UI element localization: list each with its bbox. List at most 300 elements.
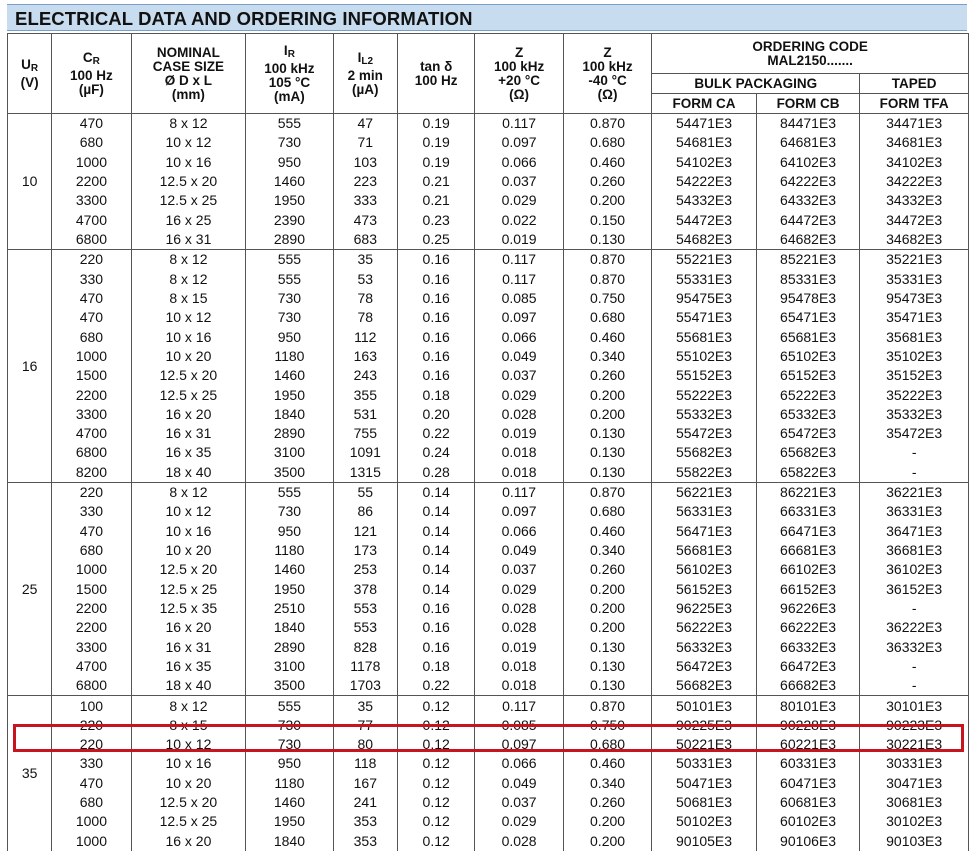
form-cb-code-cell: 86221E3 [756,482,860,502]
table-row [8,327,969,346]
leakage-current-cell: 163 [333,347,397,366]
leakage-current-cell: 112 [333,327,397,346]
ripple-current-cell: 1950 [246,580,333,599]
capacitance-cell: 470 [52,522,131,541]
impedance-minus40c-cell: 0.870 [563,270,651,289]
form-tfa-code-cell: - [860,657,969,676]
table-row [8,191,969,210]
impedance-20c-cell: 0.097 [475,308,563,327]
table-row [8,657,969,676]
ripple-current-cell: 1180 [246,347,333,366]
table-row [8,812,969,831]
impedance-minus40c-cell: 0.260 [563,793,651,812]
ripple-current-cell: 950 [246,153,333,172]
form-ca-code-cell: 56222E3 [652,618,757,637]
capacitance-cell: 680 [52,133,131,152]
form-tfa-code-cell: 34222E3 [860,172,969,191]
impedance-minus40c-cell: 0.340 [563,774,651,793]
tan-delta-cell: 0.28 [397,463,474,483]
capacitance-cell: 470 [52,114,131,134]
table-row [8,716,969,735]
leakage-current-cell: 828 [333,637,397,656]
tan-delta-cell: 0.12 [397,735,474,754]
tan-delta-cell: 0.21 [397,191,474,210]
capacitance-cell: 1000 [52,832,131,851]
case-size-cell: 16 x 31 [131,637,246,656]
impedance-20c-cell: 0.029 [475,812,563,831]
form-cb-code-cell: 65682E3 [756,443,860,462]
form-tfa-code-cell: 35471E3 [860,308,969,327]
form-cb-code-cell: 66472E3 [756,657,860,676]
case-size-cell: 12.5 x 20 [131,793,246,812]
table-row [8,153,969,172]
leakage-current-cell: 53 [333,270,397,289]
form-ca-code-cell: 55471E3 [652,308,757,327]
case-size-cell: 12.5 x 35 [131,599,246,618]
impedance-minus40c-cell: 0.200 [563,191,651,210]
impedance-minus40c-cell: 0.200 [563,599,651,618]
form-tfa-code-cell: - [860,443,969,462]
ripple-current-cell: 730 [246,502,333,521]
form-ca-code-cell: 50101E3 [652,696,757,716]
leakage-current-cell: 86 [333,502,397,521]
capacitance-cell: 330 [52,754,131,773]
table-row [8,308,969,327]
case-size-cell: 10 x 12 [131,133,246,152]
leakage-current-cell: 1315 [333,463,397,483]
form-ca-code-cell: 56331E3 [652,502,757,521]
tan-delta-cell: 0.14 [397,522,474,541]
form-tfa-code-cell: 90103E3 [860,832,969,851]
case-size-cell: 8 x 15 [131,289,246,308]
leakage-current-cell: 243 [333,366,397,385]
tan-delta-cell: 0.16 [397,308,474,327]
form-ca-code-cell: 55681E3 [652,327,757,346]
tan-delta-cell: 0.16 [397,618,474,637]
form-cb-code-cell: 64681E3 [756,133,860,152]
table-row [8,754,969,773]
header-impedance-20c: Z 100 kHz +20 °C (Ω) [475,34,563,114]
table-row [8,696,969,716]
form-cb-code-cell: 66222E3 [756,618,860,637]
form-cb-code-cell: 64682E3 [756,230,860,250]
impedance-20c-cell: 0.097 [475,735,563,754]
tan-delta-cell: 0.22 [397,676,474,696]
form-ca-code-cell: 54682E3 [652,230,757,250]
electrical-data-table [7,33,969,851]
case-size-cell: 16 x 20 [131,832,246,851]
case-size-cell: 16 x 25 [131,211,246,230]
form-ca-code-cell: 55152E3 [652,366,757,385]
form-cb-code-cell: 65222E3 [756,385,860,404]
capacitance-cell: 1500 [52,366,131,385]
form-ca-code-cell: 50471E3 [652,774,757,793]
case-size-cell: 10 x 20 [131,347,246,366]
capacitance-cell: 1000 [52,153,131,172]
case-size-cell: 10 x 12 [131,502,246,521]
impedance-minus40c-cell: 0.130 [563,676,651,696]
table-row [8,599,969,618]
form-tfa-code-cell: 34472E3 [860,211,969,230]
form-cb-code-cell: 64332E3 [756,191,860,210]
leakage-current-cell: 241 [333,793,397,812]
form-ca-code-cell: 54472E3 [652,211,757,230]
capacitance-cell: 330 [52,270,131,289]
capacitance-cell: 1000 [52,347,131,366]
ripple-current-cell: 730 [246,308,333,327]
ripple-current-cell: 1950 [246,812,333,831]
impedance-20c-cell: 0.037 [475,793,563,812]
leakage-current-cell: 355 [333,385,397,404]
form-tfa-code-cell: 95473E3 [860,289,969,308]
impedance-20c-cell: 0.018 [475,676,563,696]
leakage-current-cell: 1703 [333,676,397,696]
ripple-current-cell: 2890 [246,230,333,250]
form-tfa-code-cell: 35331E3 [860,270,969,289]
form-cb-code-cell: 60221E3 [756,735,860,754]
table-row [8,637,969,656]
table-row [8,133,969,152]
capacitance-cell: 2200 [52,618,131,637]
table-row [8,385,969,404]
case-size-cell: 8 x 15 [131,716,246,735]
form-ca-code-cell: 90105E3 [652,832,757,851]
ripple-current-cell: 555 [246,482,333,502]
leakage-current-cell: 173 [333,541,397,560]
impedance-20c-cell: 0.049 [475,541,563,560]
table-row [8,347,969,366]
case-size-cell: 8 x 12 [131,114,246,134]
form-cb-code-cell: 64472E3 [756,211,860,230]
table-row [8,463,969,483]
ripple-current-cell: 1840 [246,832,333,851]
ripple-current-cell: 1950 [246,385,333,404]
impedance-minus40c-cell: 0.150 [563,211,651,230]
impedance-20c-cell: 0.049 [475,347,563,366]
case-size-cell: 18 x 40 [131,676,246,696]
form-cb-code-cell: 64102E3 [756,153,860,172]
tan-delta-cell: 0.25 [397,230,474,250]
form-tfa-code-cell: 35332E3 [860,405,969,424]
case-size-cell: 10 x 16 [131,327,246,346]
impedance-20c-cell: 0.019 [475,230,563,250]
leakage-current-cell: 121 [333,522,397,541]
table-row [8,482,969,502]
impedance-20c-cell: 0.018 [475,463,563,483]
ripple-current-cell: 1460 [246,172,333,191]
form-ca-code-cell: 56221E3 [652,482,757,502]
table-row [8,793,969,812]
case-size-cell: 8 x 12 [131,696,246,716]
form-cb-code-cell: 60681E3 [756,793,860,812]
impedance-20c-cell: 0.019 [475,637,563,656]
header-leakage-current: $I_{L2}$ 2 min (µA) [333,34,397,114]
impedance-20c-cell: 0.117 [475,482,563,502]
capacitance-cell: 100 [52,696,131,716]
impedance-minus40c-cell: 0.260 [563,560,651,579]
form-cb-code-cell: 60471E3 [756,774,860,793]
impedance-20c-cell: 0.028 [475,618,563,637]
leakage-current-cell: 353 [333,832,397,851]
tan-delta-cell: 0.24 [397,443,474,462]
impedance-minus40c-cell: 0.340 [563,347,651,366]
impedance-minus40c-cell: 0.130 [563,230,651,250]
table-row [8,676,969,696]
capacitance-cell: 220 [52,716,131,735]
form-cb-code-cell: 66152E3 [756,580,860,599]
form-ca-code-cell: 56102E3 [652,560,757,579]
table-row [8,270,969,289]
form-ca-code-cell: 56471E3 [652,522,757,541]
form-cb-code-cell: 66682E3 [756,676,860,696]
form-tfa-code-cell: 30101E3 [860,696,969,716]
table-row [8,541,969,560]
form-cb-code-cell: 66102E3 [756,560,860,579]
ripple-current-cell: 3500 [246,463,333,483]
table-row [8,250,969,270]
impedance-20c-cell: 0.029 [475,385,563,404]
form-tfa-code-cell: - [860,599,969,618]
impedance-minus40c-cell: 0.200 [563,618,651,637]
leakage-current-cell: 553 [333,599,397,618]
rated-voltage-cell: 16 [8,250,52,483]
capacitance-cell: 3300 [52,191,131,210]
form-ca-code-cell: 54681E3 [652,133,757,152]
capacitance-cell: 2200 [52,172,131,191]
form-cb-code-cell: 90228E3 [756,716,860,735]
form-cb-code-cell: 80101E3 [756,696,860,716]
form-tfa-code-cell: 36102E3 [860,560,969,579]
form-ca-code-cell: 55822E3 [652,463,757,483]
form-tfa-code-cell: 36221E3 [860,482,969,502]
impedance-minus40c-cell: 0.460 [563,522,651,541]
impedance-20c-cell: 0.029 [475,191,563,210]
form-cb-code-cell: 65102E3 [756,347,860,366]
impedance-20c-cell: 0.085 [475,716,563,735]
form-cb-code-cell: 65472E3 [756,424,860,443]
ripple-current-cell: 555 [246,270,333,289]
header-form-cb: FORM CB [756,94,860,114]
capacitance-cell: 3300 [52,405,131,424]
table-row [8,502,969,521]
tan-delta-cell: 0.12 [397,716,474,735]
table-row [8,211,969,230]
ripple-current-cell: 950 [246,327,333,346]
form-cb-code-cell: 60331E3 [756,754,860,773]
tan-delta-cell: 0.16 [397,599,474,618]
table-row [8,172,969,191]
case-size-cell: 16 x 20 [131,405,246,424]
leakage-current-cell: 223 [333,172,397,191]
form-ca-code-cell: 54332E3 [652,191,757,210]
form-ca-code-cell: 50681E3 [652,793,757,812]
table-row [8,580,969,599]
header-tan-delta: tan δ 100 Hz [397,34,474,114]
rated-voltage-cell: 10 [8,114,52,250]
impedance-minus40c-cell: 0.460 [563,153,651,172]
case-size-cell: 12.5 x 20 [131,172,246,191]
leakage-current-cell: 755 [333,424,397,443]
capacitance-cell: 4700 [52,424,131,443]
form-tfa-code-cell: - [860,676,969,696]
impedance-minus40c-cell: 0.460 [563,754,651,773]
form-cb-code-cell: 84471E3 [756,114,860,134]
leakage-current-cell: 71 [333,133,397,152]
capacitance-cell: 6800 [52,676,131,696]
table-row [8,289,969,308]
header-form-tfa: FORM TFA [860,94,969,114]
ripple-current-cell: 1840 [246,405,333,424]
capacitance-cell: 6800 [52,443,131,462]
capacitance-cell: 1000 [52,560,131,579]
table-body [8,114,969,851]
impedance-minus40c-cell: 0.870 [563,696,651,716]
case-size-cell: 16 x 31 [131,230,246,250]
form-ca-code-cell: 56682E3 [652,676,757,696]
form-cb-code-cell: 65332E3 [756,405,860,424]
form-cb-code-cell: 85221E3 [756,250,860,270]
form-cb-code-cell: 66471E3 [756,522,860,541]
leakage-current-cell: 353 [333,812,397,831]
tan-delta-cell: 0.19 [397,133,474,152]
ripple-current-cell: 1840 [246,618,333,637]
impedance-20c-cell: 0.028 [475,832,563,851]
form-tfa-code-cell: 36222E3 [860,618,969,637]
impedance-20c-cell: 0.117 [475,114,563,134]
header-impedance-minus40c: Z 100 kHz -40 °C (Ω) [563,34,651,114]
impedance-20c-cell: 0.097 [475,502,563,521]
header-form-ca: FORM CA [652,94,757,114]
leakage-current-cell: 1178 [333,657,397,676]
case-size-cell: 10 x 12 [131,308,246,327]
header-case-size: NOMINAL CASE SIZE Ø D x L (mm) [131,34,246,114]
tan-delta-cell: 0.20 [397,405,474,424]
form-tfa-code-cell: 36332E3 [860,637,969,656]
form-tfa-code-cell: 30681E3 [860,793,969,812]
ripple-current-cell: 3100 [246,443,333,462]
leakage-current-cell: 103 [333,153,397,172]
ripple-current-cell: 730 [246,735,333,754]
form-cb-code-cell: 64222E3 [756,172,860,191]
impedance-minus40c-cell: 0.130 [563,637,651,656]
form-tfa-code-cell: - [860,463,969,483]
tan-delta-cell: 0.16 [397,347,474,366]
form-tfa-code-cell: 34102E3 [860,153,969,172]
impedance-minus40c-cell: 0.750 [563,716,651,735]
capacitance-cell: 680 [52,793,131,812]
capacitance-cell: 6800 [52,230,131,250]
leakage-current-cell: 167 [333,774,397,793]
ripple-current-cell: 2890 [246,424,333,443]
form-cb-code-cell: 65822E3 [756,463,860,483]
impedance-20c-cell: 0.018 [475,657,563,676]
ripple-current-cell: 1180 [246,541,333,560]
form-tfa-code-cell: 34681E3 [860,133,969,152]
case-size-cell: 12.5 x 25 [131,812,246,831]
form-ca-code-cell: 56152E3 [652,580,757,599]
ripple-current-cell: 950 [246,522,333,541]
leakage-current-cell: 55 [333,482,397,502]
impedance-minus40c-cell: 0.200 [563,385,651,404]
capacitance-cell: 3300 [52,637,131,656]
capacitance-cell: 470 [52,308,131,327]
impedance-20c-cell: 0.085 [475,289,563,308]
impedance-20c-cell: 0.097 [475,133,563,152]
form-tfa-code-cell: 35222E3 [860,385,969,404]
tan-delta-cell: 0.18 [397,385,474,404]
header-ordering-code: ORDERING CODE MAL2150....... [652,34,969,74]
impedance-minus40c-cell: 0.130 [563,463,651,483]
case-size-cell: 12.5 x 25 [131,191,246,210]
ripple-current-cell: 2390 [246,211,333,230]
case-size-cell: 16 x 20 [131,618,246,637]
header-capacitance: $C_R$ 100 Hz (µF) [52,34,131,114]
capacitance-cell: 220 [52,482,131,502]
tan-delta-cell: 0.16 [397,366,474,385]
table-row [8,560,969,579]
impedance-20c-cell: 0.049 [475,774,563,793]
capacitance-cell: 680 [52,327,131,346]
case-size-cell: 16 x 35 [131,657,246,676]
ripple-current-cell: 2510 [246,599,333,618]
form-ca-code-cell: 56681E3 [652,541,757,560]
ripple-current-cell: 1950 [246,191,333,210]
tan-delta-cell: 0.22 [397,424,474,443]
header-rated-voltage: $U_R$ (V) [8,34,52,114]
capacitance-cell: 8200 [52,463,131,483]
tan-delta-cell: 0.16 [397,250,474,270]
leakage-current-cell: 47 [333,114,397,134]
form-ca-code-cell: 50331E3 [652,754,757,773]
ripple-current-cell: 730 [246,133,333,152]
case-size-cell: 10 x 20 [131,541,246,560]
tan-delta-cell: 0.19 [397,114,474,134]
form-tfa-code-cell: 34471E3 [860,114,969,134]
tan-delta-cell: 0.12 [397,754,474,773]
form-ca-code-cell: 96225E3 [652,599,757,618]
case-size-cell: 10 x 16 [131,153,246,172]
impedance-20c-cell: 0.066 [475,327,563,346]
impedance-minus40c-cell: 0.870 [563,482,651,502]
form-cb-code-cell: 66331E3 [756,502,860,521]
case-size-cell: 12.5 x 25 [131,385,246,404]
tan-delta-cell: 0.19 [397,153,474,172]
case-size-cell: 16 x 35 [131,443,246,462]
case-size-cell: 12.5 x 25 [131,580,246,599]
leakage-current-cell: 80 [333,735,397,754]
ripple-current-cell: 1460 [246,366,333,385]
tan-delta-cell: 0.14 [397,541,474,560]
tan-delta-cell: 0.12 [397,774,474,793]
table-row [8,405,969,424]
impedance-minus40c-cell: 0.680 [563,308,651,327]
impedance-minus40c-cell: 0.130 [563,424,651,443]
form-tfa-code-cell: 36331E3 [860,502,969,521]
table-row [8,114,969,134]
ripple-current-cell: 2890 [246,637,333,656]
impedance-20c-cell: 0.018 [475,443,563,462]
capacitance-cell: 470 [52,289,131,308]
capacitance-cell: 330 [52,502,131,521]
form-tfa-code-cell: 36681E3 [860,541,969,560]
tan-delta-cell: 0.12 [397,696,474,716]
capacitance-cell: 220 [52,735,131,754]
table-row [8,443,969,462]
form-cb-code-cell: 60102E3 [756,812,860,831]
tan-delta-cell: 0.21 [397,172,474,191]
form-ca-code-cell: 50221E3 [652,735,757,754]
form-cb-code-cell: 95478E3 [756,289,860,308]
